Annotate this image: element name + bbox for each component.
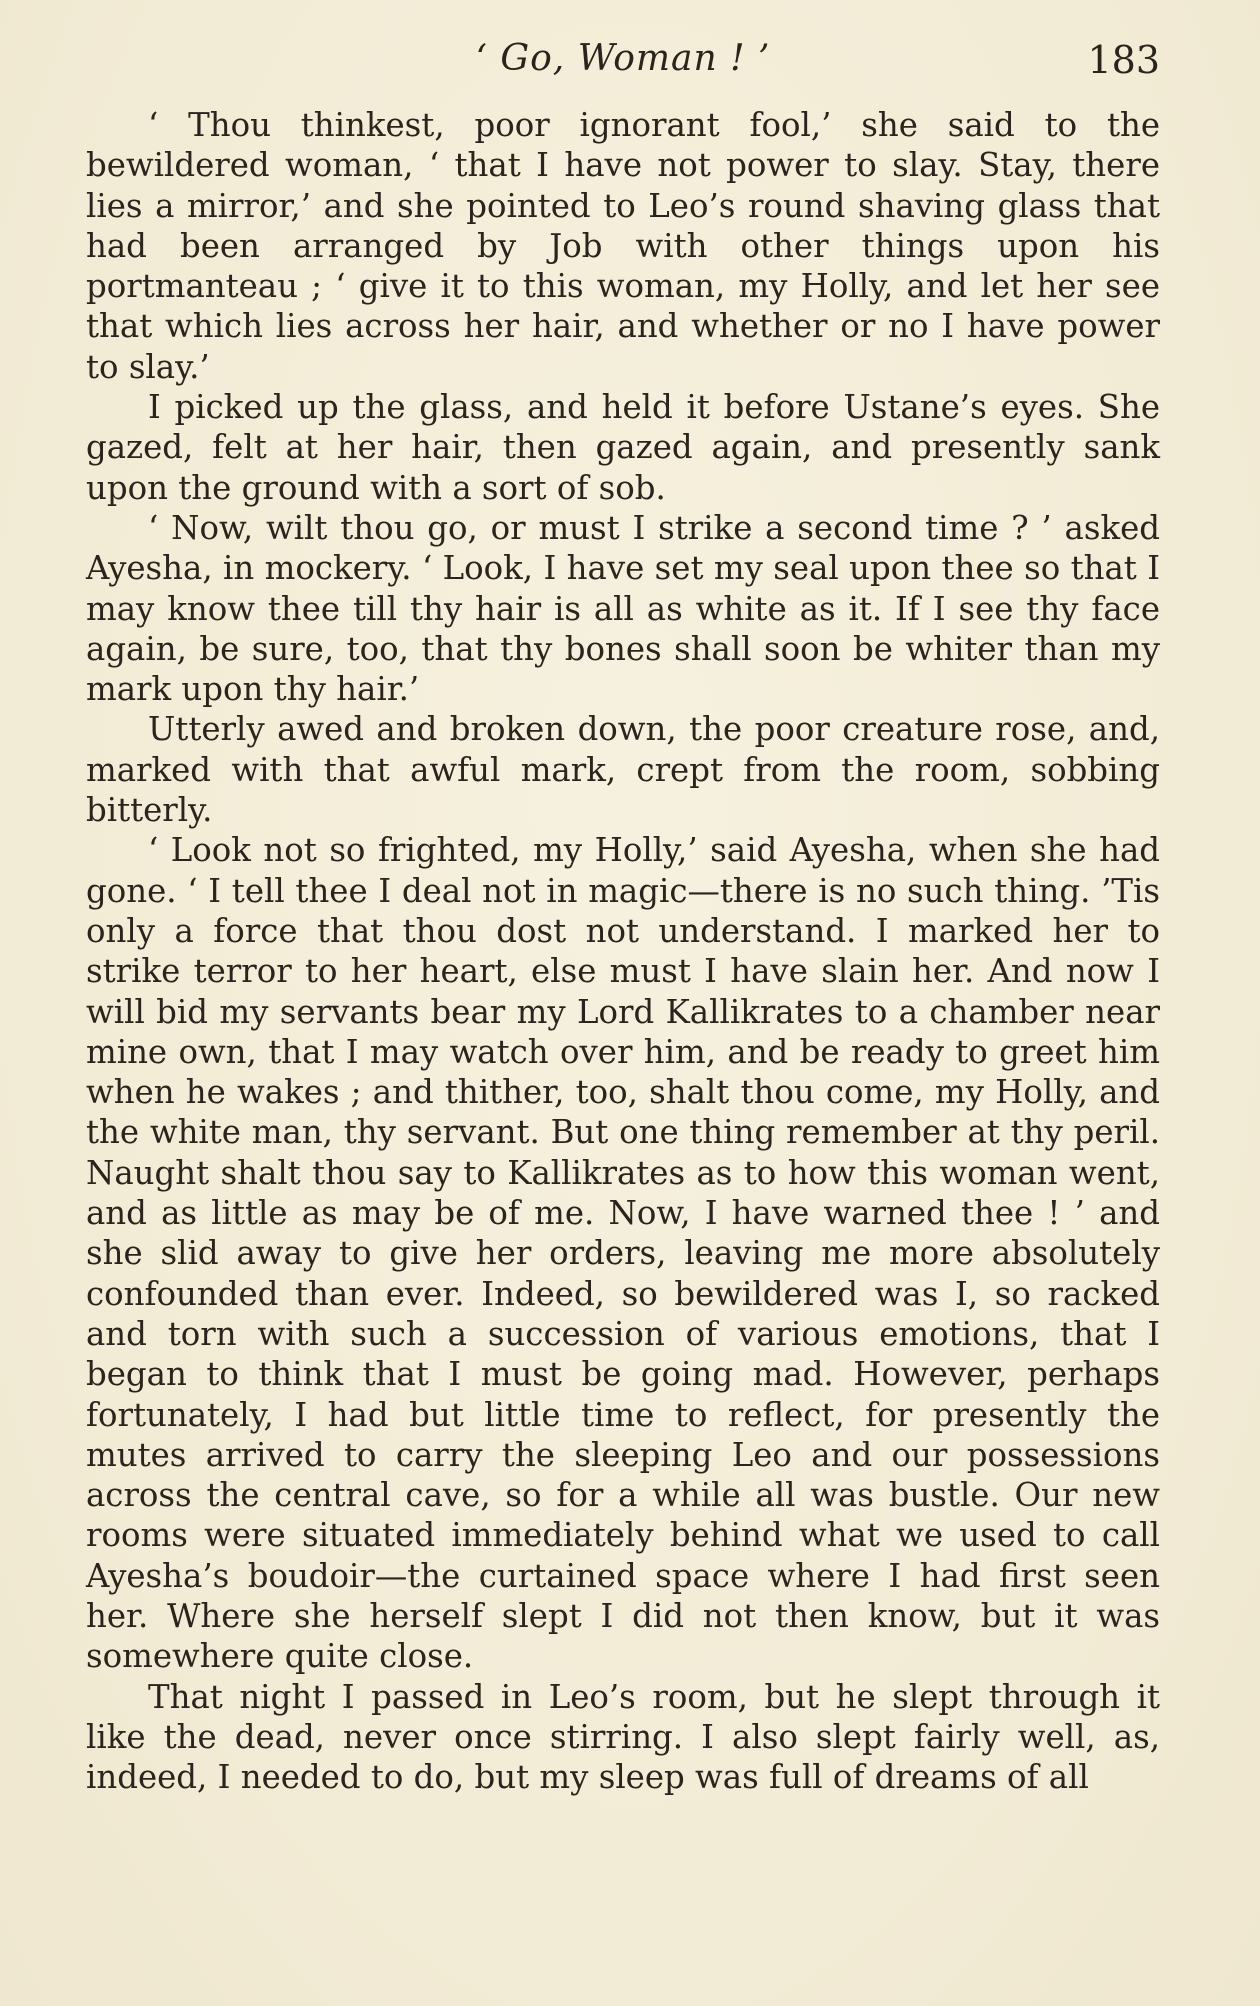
page-number: 183 xyxy=(1087,38,1160,82)
paragraph: That night I passed in Leo’s room, but he slept through it like the dead, never once stirring. I also slept fairly well, as, indeed, I needed to do, but my sleep was full of dreams of all xyxy=(86,1677,1160,1797)
body-text xyxy=(86,105,1160,1797)
paragraph: ‘ Now, wilt thou go, or must I strike a second time ? ’ asked Ayesha, in mockery. ‘ Look, I have set my seal upon thee so that I may know thee till thy hair is all as white as it. If I see thy face again, be sure, too, that thy bones shall soon be whiter than my mark upon thy hair.’ xyxy=(86,508,1160,709)
running-head xyxy=(86,28,1160,88)
paragraph: ‘ Thou thinkest, poor ignorant fool,’ she said to the bewildered woman, ‘ that I have not power to slay. Stay, there lies a mirror,’ and she pointed to Leo’s round shaving glass that had been arranged by Job with other things upon his portmanteau ; ‘ give it to this woman, my Holly, and let her see that which lies across her hair, and whether or no I have power to slay.’ xyxy=(86,106,1160,386)
paragraph: ‘ Look not so frighted, my Holly,’ said Ayesha, when she had gone. ‘ I tell thee I deal not in magic—there is no such thing. ’Tis only a force that thou dost not understand. I marked her to strike terror to her heart, else must I have slain her. And now I will bid my servants bear my Lord Kallikrates to a chamber near mine own, that I may watch over him, and be ready to greet him when he wakes ; and thither, too, shalt thou come, my Holly, and the white man, thy servant. But one thing remember at thy peril. Naught shalt thou say to Kallikrates as to how this woman went, and as little as may be of me. Now, I have warned thee ! ’ and she slid away to give her orders, leaving me more absolutely confounded than ever. Indeed, so bewildered was I, so racked and torn with such a succession of various emotions, that I began to think that I must be going mad. However, perhaps fortunately, I had but little time to reflect, for presently the mutes arrived to carry the sleeping Leo and our possessions across the central cave, so for a while all was bustle. Our new rooms were situated immediately behind what we used to call Ayesha’s boudoir—the curtained space where I had first seen her. Where she herself slept I did not then know, but it was somewhere quite close. xyxy=(86,831,1160,1676)
paragraph: Utterly awed and broken down, the poor creature rose, and, marked with that awful mark, crept from the room, sobbing bitterly. xyxy=(86,710,1160,830)
paragraph: I picked up the glass, and held it before Ustane’s eyes. She gazed, felt at her hair, then gazed again, and presently sank upon the ground with a sort of sob. xyxy=(86,388,1160,507)
running-title: ‘ Go, Woman ! ’ xyxy=(475,38,771,79)
